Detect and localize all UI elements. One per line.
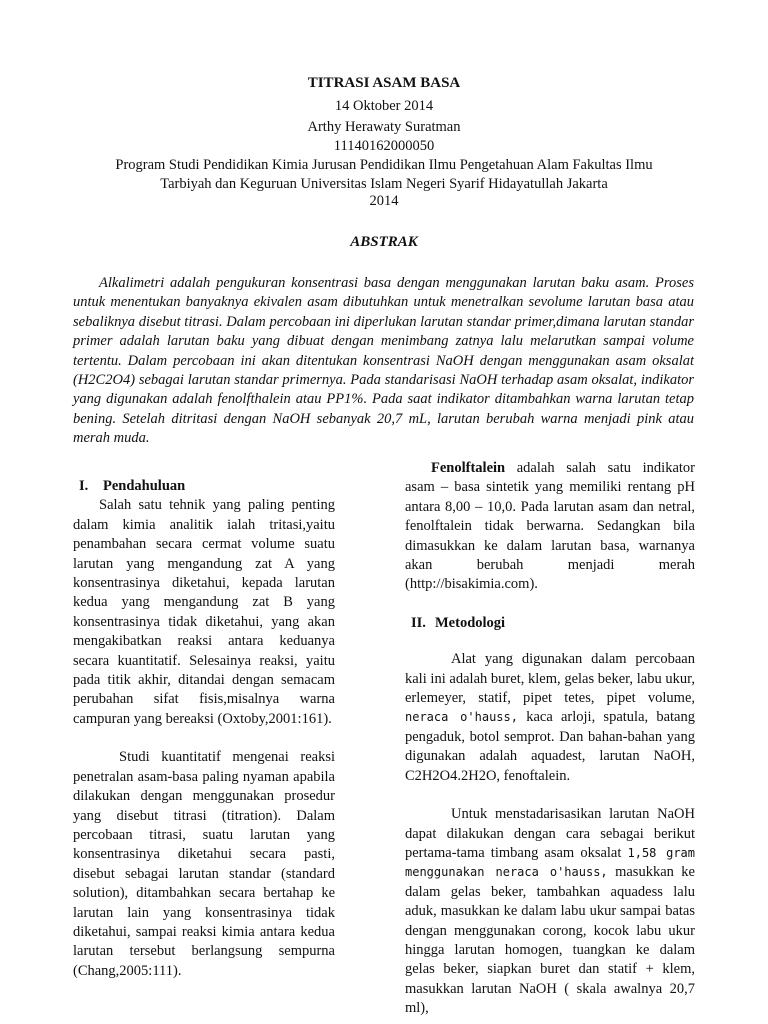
- alat-text-b: kaca arloji, spatula, batang pengaduk, botol semprot. Dan bahan-bahan yang digunakan adalah aquadest, larutan NaOH, C2H2O4.2H2O, fenoftalein.: [405, 709, 695, 784]
- affiliation-line-1: Program Studi Pendidikan Kimia Jurusan Pendidikan Ilmu Pengetahuan Alam Fakultas Ilmu: [115, 157, 653, 173]
- fenolftalein-term: Fenolftalein: [431, 460, 506, 476]
- paper-date: 14 Oktober 2014: [334, 98, 434, 114]
- affiliation-line-2: Tarbiyah dan Keguruan Universitas Islam Negeri Syarif Hidayatullah Jakarta: [160, 176, 608, 192]
- section-title: Metodologi: [435, 614, 506, 631]
- section-heading-metodologi: [405, 614, 695, 633]
- fenolftalein-text: adalah salah satu indikator asam – basa sintetik yang memiliki rentang pH antara 8,00 – 10,0. Pada larutan asam dan netral, fenolftalein tidak berwarna. Sedangkan bila dimasukkan ke dalam larutan basa, warnanya akan berubah menjadi merah (http://bisakimia.com).: [405, 460, 695, 593]
- section-number: I.: [79, 478, 89, 494]
- paper-header: [60, 74, 708, 208]
- alat-text-a: Alat yang digunakan dalam percobaan kali ini adalah buret, klem, gelas beker, labu ukur, erlemeyer, statif, pipet tetes, pipet volume,: [405, 651, 695, 707]
- intro-paragraph-1: Salah satu tehnik yang paling penting dalam kimia analitik ialah tritasi,yaitu penambahan secara cermat volume suatu larutan yang mengandung zat A yang konsentrasinya diketahui, kepada larutan kedua yang mengandung zat B yang konsentrasinya tidak diketahui, yang akan mengakibatkan reaksi antara keduanya secara kuantitatif. Selesainya reaksi, yaitu pada titik akhir, ditandai dengan semacam perubahan sifat fisis,misalnya warna campuran yang bereaksi (Oxtoby,2001:161).: [73, 497, 335, 727]
- intro-paragraph-2: Studi kuantitatif mengenai reaksi penetralan asam-basa paling nyaman apabila dilakukan dengan menggunakan prosedur yang disebut titrasi (titration). Dalam percobaan titrasi, suatu larutan yang konsentrasinya diketahui secara pasti, disebut sebagai larutan standar (standard solution), ditambahkan secara bertahap ke larutan lain yang konsentrasinya tidak diketahui, sampai reaksi kimia antara kedua larutan tersebut berlangsung sempurna (Chang,2005:111).: [73, 749, 335, 979]
- abstract-heading: ABSTRAK: [350, 234, 418, 250]
- student-id: 11140162000050: [333, 138, 435, 154]
- section-number: II.: [411, 614, 426, 631]
- prosedur-text-a: Untuk menstadarisasikan larutan NaOH dapat dilakukan dengan cara sebagai berikut pertama-tama timbang asam oksalat: [405, 806, 695, 861]
- author-name: Arthy Herawaty Suratman: [307, 119, 461, 135]
- section-heading-pendahuluan: [73, 477, 335, 496]
- paper-title: TITRASI ASAM BASA: [307, 75, 461, 91]
- left-column: [73, 459, 335, 981]
- affiliation-year: 2014: [369, 193, 399, 209]
- abstract-text: Alkalimetri adalah pengukuran konsentrasi basa dengan menggunakan larutan baku asam. Proses untuk menentukan banyaknya ekivalen asam dibutuhkan untuk menetralkan sevolume larutan basa atau sebaliknya disebut titrasi. Dalam percobaan ini diperlukan larutan standar primer,dimana larutan standar primer adalah larutan baku yang dibuat dengan menimbang zatnya lalu melarutkan sampai volume tertentu. Dalam percobaan ini akan ditentukan konsentrasi NaOH dengan menggunakan asam oksalat (H2C2O4) sebagai larutan standar primernya. Pada standarisasi NaOH terhadap asam oksalat, indikator yang digunakan adalah fenolfthalein atau PP1%. Pada saat indikator ditambahkan warna larutan tetap bening. Setelah ditritasi dengan NaOH sebanyak 20,7 mL, larutan berubah warna menjadi pink atau merah muda.: [73, 275, 694, 447]
- prosedur-text-b: masukkan ke dalam gelas beker, tambahkan aquadess lalu aduk, masukkan ke dalam labu ukur sampai batas dengan menggunakan corong, kocok labu ukur hingga larutan homogen, tuangkan ke dalam gelas beker, siapkan buret dan statif + klem, masukkan larutan NaOH ( skala awalnya 20,7 ml),: [405, 864, 695, 1017]
- fenolftalein-paragraph: [405, 459, 695, 595]
- prosedur-paragraph: [405, 805, 695, 1018]
- section-title: Pendahuluan: [103, 478, 186, 494]
- alat-paragraph: [405, 650, 695, 786]
- alat-mono: neraca o'hauss,: [405, 710, 518, 725]
- right-column: [405, 459, 695, 1019]
- prosedur-mono: 1,58 gram menggunakan neraca o'hauss,: [405, 845, 695, 880]
